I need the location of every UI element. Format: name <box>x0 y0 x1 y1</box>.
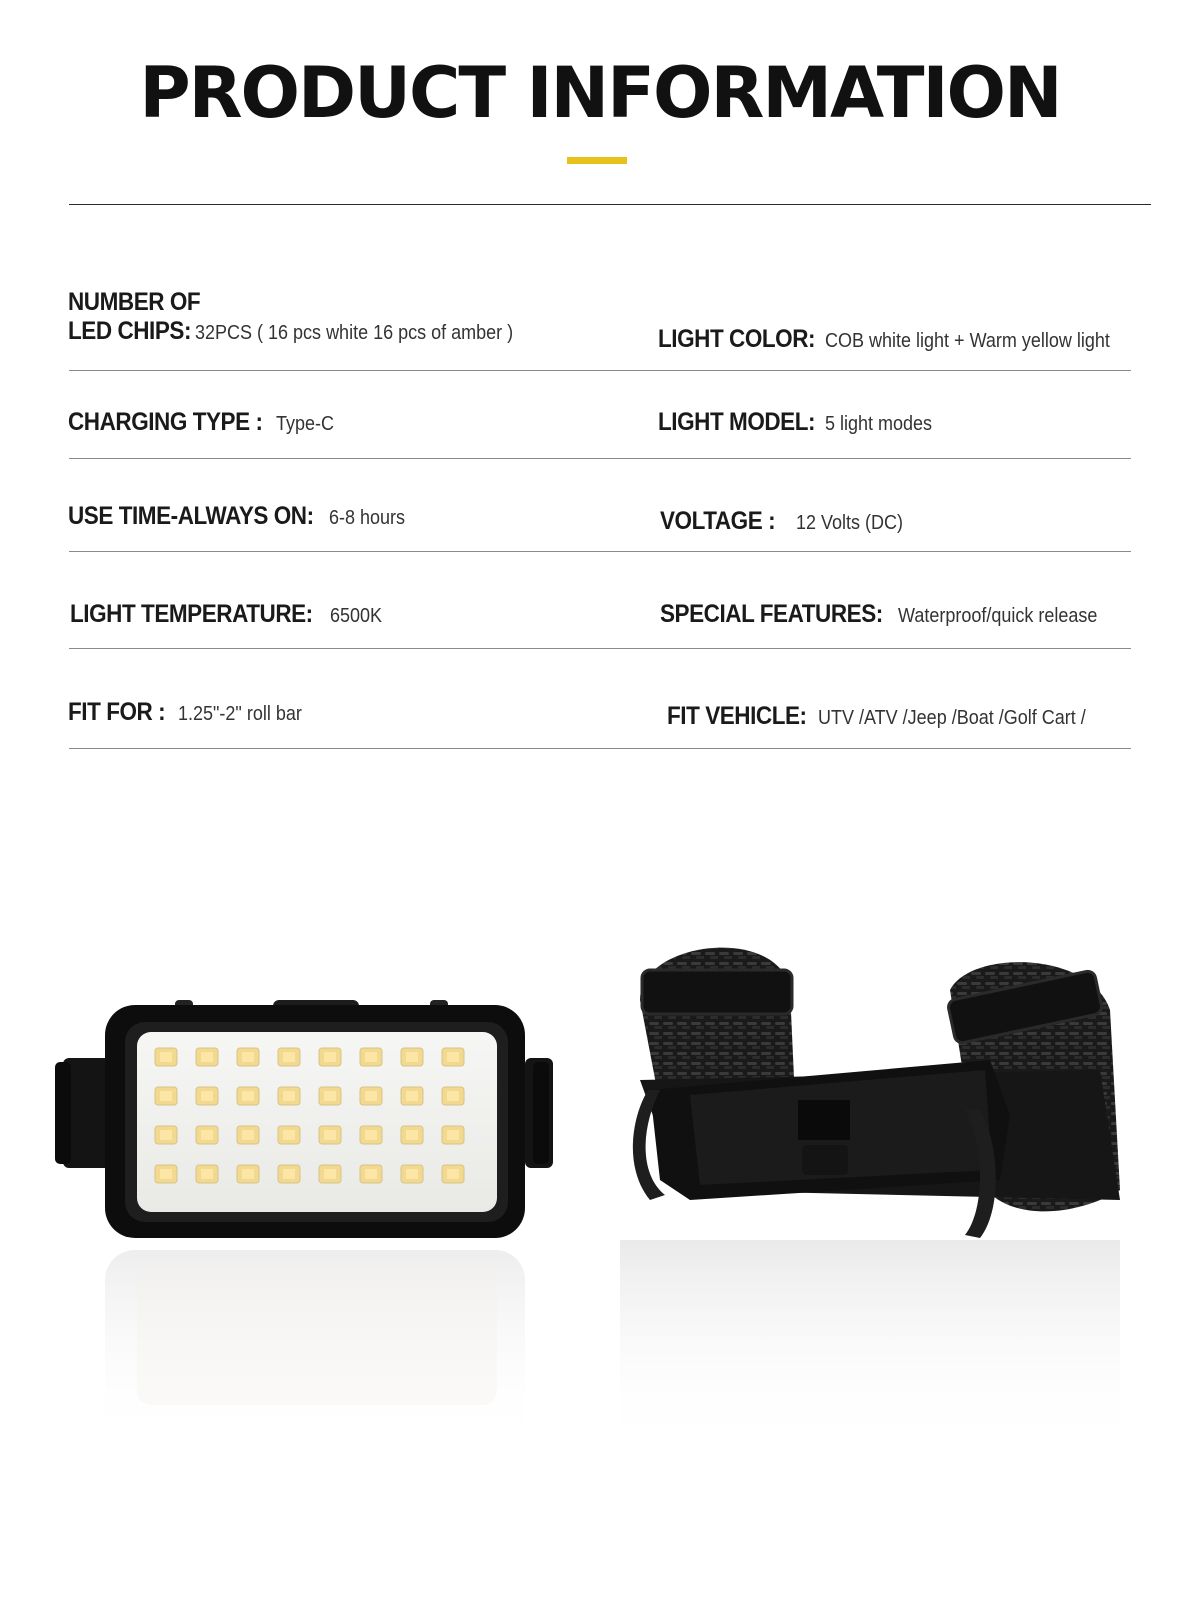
led-chip-core <box>406 1169 418 1179</box>
led-chip-core <box>447 1169 459 1179</box>
spec-led-chips-label-line1: NUMBER OF <box>68 288 201 316</box>
spec-fit-vehicle <box>667 702 1116 731</box>
led-chip-core <box>160 1091 172 1101</box>
spec-use-time <box>68 502 413 531</box>
led-chip-core <box>283 1130 295 1140</box>
spec-charging-type-value: Type-C <box>276 413 335 435</box>
spec-fit-vehicle-value: UTV /ATV /Jeep /Boat /Golf Cart / <box>818 707 1086 729</box>
led-chip-core <box>242 1169 254 1179</box>
led-panel-light-icon <box>55 1000 575 1500</box>
led-chip-core <box>283 1052 295 1062</box>
spec-special-features <box>660 600 1119 629</box>
led-light-image <box>55 1000 575 1500</box>
spec-led-chips <box>68 288 548 346</box>
header-divider <box>69 204 1151 205</box>
led-chip-core <box>201 1052 213 1062</box>
spec-charging-type-label: CHARGING TYPE : <box>68 408 263 436</box>
led-chip-core <box>406 1130 418 1140</box>
strap-mount-bracket-icon <box>620 930 1140 1510</box>
spec-light-model <box>658 408 944 437</box>
led-chip-core <box>406 1052 418 1062</box>
spec-fit-for-label: FIT FOR : <box>68 698 166 726</box>
spec-light-color <box>658 325 1141 354</box>
led-chip-core <box>324 1169 336 1179</box>
led-chip-core <box>242 1091 254 1101</box>
row-divider <box>69 551 1131 552</box>
spec-fit-for <box>68 698 316 727</box>
led-chip-core <box>447 1130 459 1140</box>
led-chip-core <box>365 1130 377 1140</box>
led-chip-core <box>201 1169 213 1179</box>
led-chip-core <box>242 1052 254 1062</box>
spec-voltage <box>660 507 915 536</box>
led-chip-core <box>365 1091 377 1101</box>
row-divider <box>69 370 1131 371</box>
page-title: PRODUCT INFORMATION <box>139 52 1061 134</box>
row-divider <box>69 458 1131 459</box>
spec-special-features-value: Waterproof/quick release <box>897 605 1097 627</box>
spec-light-temperature-value: 6500K <box>329 605 382 627</box>
led-chip-core <box>324 1052 336 1062</box>
led-chip-core <box>283 1169 295 1179</box>
spec-charging-type <box>68 408 341 437</box>
spec-use-time-label: USE TIME-ALWAYS ON: <box>68 502 314 530</box>
spec-fit-vehicle-label: FIT VEHICLE: <box>667 702 807 730</box>
led-chip-core <box>242 1130 254 1140</box>
led-chip-core <box>365 1052 377 1062</box>
led-chip-core <box>283 1091 295 1101</box>
led-chip-core <box>447 1091 459 1101</box>
spec-fit-for-value: 1.25"-2" roll bar <box>177 703 302 725</box>
led-chip-core <box>365 1169 377 1179</box>
spec-special-features-label: SPECIAL FEATURES: <box>660 600 883 628</box>
spec-use-time-value: 6-8 hours <box>328 507 405 529</box>
spec-light-temperature-label: LIGHT TEMPERATURE: <box>70 600 313 628</box>
led-chip-core <box>406 1091 418 1101</box>
row-divider <box>69 648 1131 649</box>
spec-led-chips-label: LED CHIPS: <box>68 317 192 345</box>
led-chip-core <box>324 1091 336 1101</box>
spec-voltage-label: VOLTAGE : <box>660 507 776 535</box>
led-chip-core <box>201 1091 213 1101</box>
led-chip-core <box>201 1130 213 1140</box>
row-divider <box>69 748 1131 749</box>
led-chip-core <box>447 1052 459 1062</box>
led-chip-core <box>160 1169 172 1179</box>
led-chip-core <box>160 1130 172 1140</box>
mount-bracket-image <box>620 930 1140 1510</box>
title-accent-bar <box>567 157 627 164</box>
spec-light-model-label: LIGHT MODEL: <box>658 408 816 436</box>
spec-light-model-value: 5 light modes <box>824 413 932 435</box>
led-chip-core <box>160 1052 172 1062</box>
spec-light-temperature <box>70 600 388 629</box>
spec-voltage-value: 12 Volts (DC) <box>795 512 903 534</box>
led-chip-core <box>324 1130 336 1140</box>
spec-light-color-label: LIGHT COLOR: <box>658 325 816 353</box>
spec-led-chips-value: 32PCS ( 16 pcs white 16 pcs of amber ) <box>194 322 513 344</box>
spec-light-color-value: COB white light + Warm yellow light <box>824 330 1110 352</box>
